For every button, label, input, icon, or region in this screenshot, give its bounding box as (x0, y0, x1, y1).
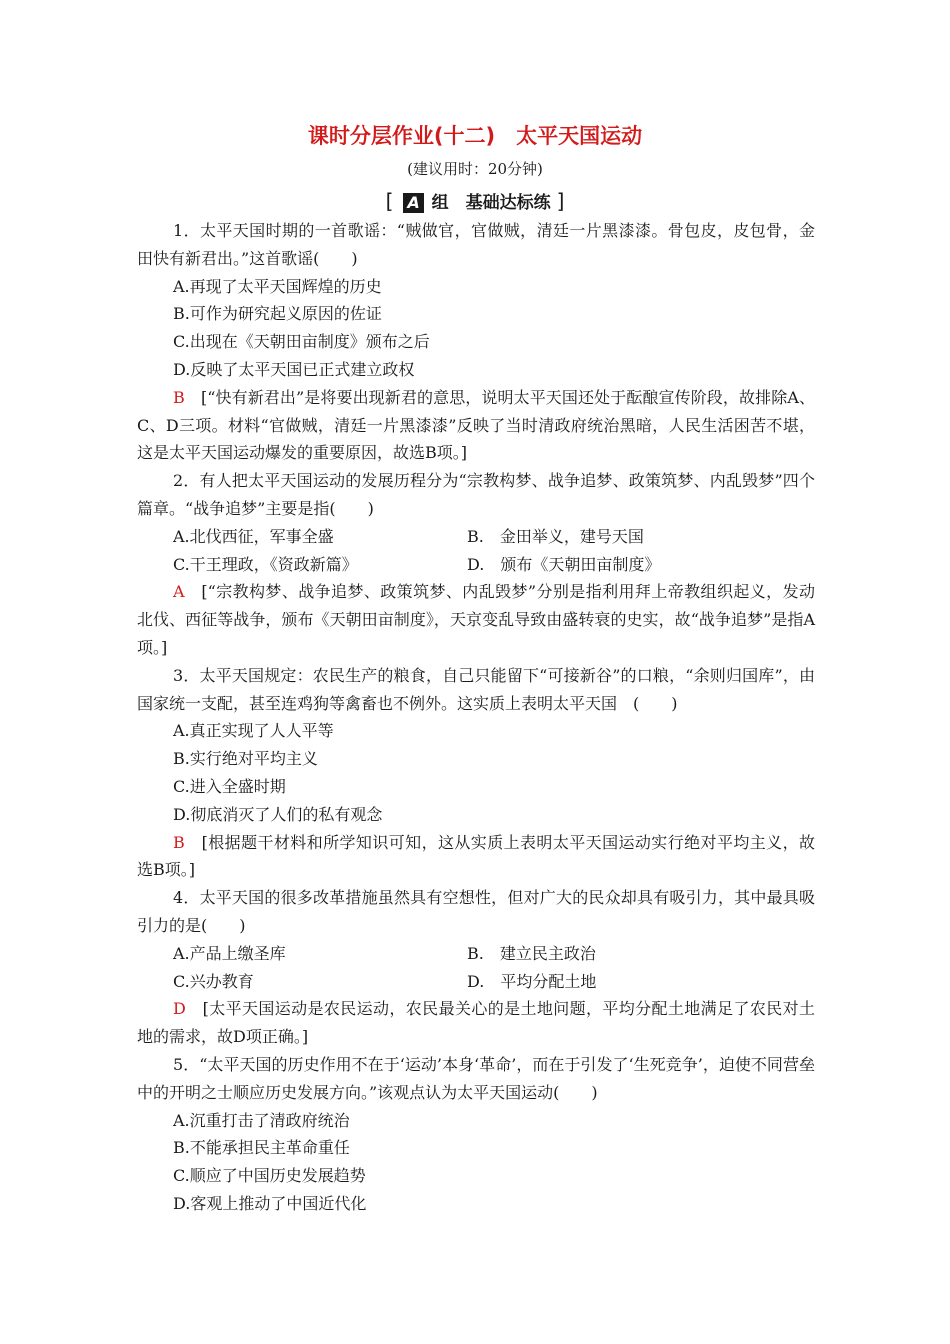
question-4-option-c: C.兴办教育 (173, 971, 254, 991)
question-4-stem: 4．太平天国的很多改革措施虽然具有空想性，但对广大的民众却具有吸引力，其中最具吸引力的是( ) (137, 888, 815, 935)
question-2-options-row (137, 551, 815, 579)
question-1-stem: 1．太平天国时期的一首歌谣：“贼做官，官做贼，清廷一片黑漆漆。骨包皮，皮包骨，金田快有新君出。”这首歌谣( ) (137, 221, 815, 268)
question-2-options-row (137, 523, 815, 551)
section-header (0, 188, 950, 213)
question-3-option-a: A.真正实现了人人平等 (173, 721, 334, 741)
answer-letter: A (173, 582, 185, 602)
question-3-option-b: B.实行绝对平均主义 (173, 749, 318, 769)
question-2-stem: 2．有人把太平天国运动的发展历程分为“宗教构梦、战争追梦、政策筑梦、内乱毁梦”四个篇章。“战争追梦”主要是指( ) (137, 471, 815, 518)
question-1-option-c: C.出现在《天朝田亩制度》颁布之后 (173, 332, 430, 352)
answer-letter: B (173, 832, 185, 852)
question-4-answer (137, 995, 815, 1051)
answer-explanation: [“快有新君出”是将要出现新君的意思，说明太平天国还处于酝酿宣传阶段，故排除A、C、D三项。材料“官做贼，清廷一片黑漆漆”反映了当时清政府统治黑暗，人民生活困苦不堪，这是太平天国运动爆发的重要原因，故选B项。] (137, 387, 815, 463)
question-2-option-a: A.北伐西征，军事全盛 (173, 526, 334, 546)
answer-letter: D (173, 999, 186, 1019)
question-3-answer (137, 829, 815, 885)
section-bracket-close: ] (556, 189, 565, 213)
question-4-option-b: B. 建立民主政治 (467, 943, 596, 963)
section-letter-badge: A (403, 193, 423, 213)
page-title: 课时分层作业(十二) 太平天国运动 (307, 124, 643, 148)
question-3-option-c: C.进入全盛时期 (173, 776, 286, 796)
question-1-option-a: A.再现了太平天国辉煌的历史 (173, 276, 382, 296)
question-1-option-b: B.可作为研究起义原因的佐证 (173, 304, 382, 324)
answer-explanation: [根据题干材料和所学知识可知，这从实质上表明太平天国运动实行绝对平均主义，故选B项。] (137, 832, 815, 880)
question-4-options-row (137, 968, 815, 996)
suggested-time: (建议用时：20分钟) (407, 160, 543, 178)
question-2-option-c: C.干王理政，《资政新篇》 (173, 554, 358, 574)
section-bracket-open: [ (385, 189, 394, 213)
answer-explanation: [“宗教构梦、战争追梦、政策筑梦、内乱毁梦”分别是指利用拜上帝教组织起义，发动北伐、西征等战争，颁布《天朝田亩制度》，天京变乱导致由盛转衰的史实，故“战争追梦”是指A项。] (137, 582, 815, 657)
question-3-stem: 3．太平天国规定：农民生产的粮食，自己只能留下“可接新谷”的口粮，“余则归国库”，由国家统一支配，甚至连鸡狗等禽畜也不例外。这实质上表明太平天国 ( ) (137, 665, 815, 713)
answer-explanation: [太平天国运动是农民运动，农民最关心的是土地问题，平均分配土地满足了农民对土地的需求，故D项正确。] (137, 999, 815, 1047)
section-label: 组 基础达标练 (431, 193, 551, 213)
question-5-option-c: C.顺应了中国历史发展趋势 (173, 1166, 366, 1186)
question-3-option-d: D.彻底消灭了人们的私有观念 (173, 804, 383, 824)
answer-letter: B (173, 387, 185, 407)
question-5-option-a: A.沉重打击了清政府统治 (173, 1110, 350, 1130)
question-1-option-d: D.反映了太平天国已正式建立政权 (173, 359, 415, 379)
question-5-option-d: D.客观上推动了中国近代化 (173, 1193, 367, 1213)
question-4-options-row (137, 940, 815, 968)
question-2-option-b: B. 金田举义，建号天国 (467, 526, 644, 546)
question-2-answer (137, 578, 815, 661)
questions-list (137, 217, 815, 1218)
question-4-option-a: A.产品上缴圣库 (173, 943, 286, 963)
question-5-option-b: B.不能承担民主革命重任 (173, 1138, 350, 1158)
question-4-option-d: D. 平均分配土地 (467, 971, 597, 991)
question-5-stem: 5．“太平天国的历史作用不在于‘运动’本身‘革命’，而在于引发了‘生死竞争’，迫使不同营垒中的开明之士顺应历史发展方向。”该观点认为太平天国运动( ) (137, 1054, 815, 1102)
question-1-answer (137, 384, 815, 467)
question-2-option-d: D. 颁布《天朝田亩制度》 (467, 554, 661, 574)
